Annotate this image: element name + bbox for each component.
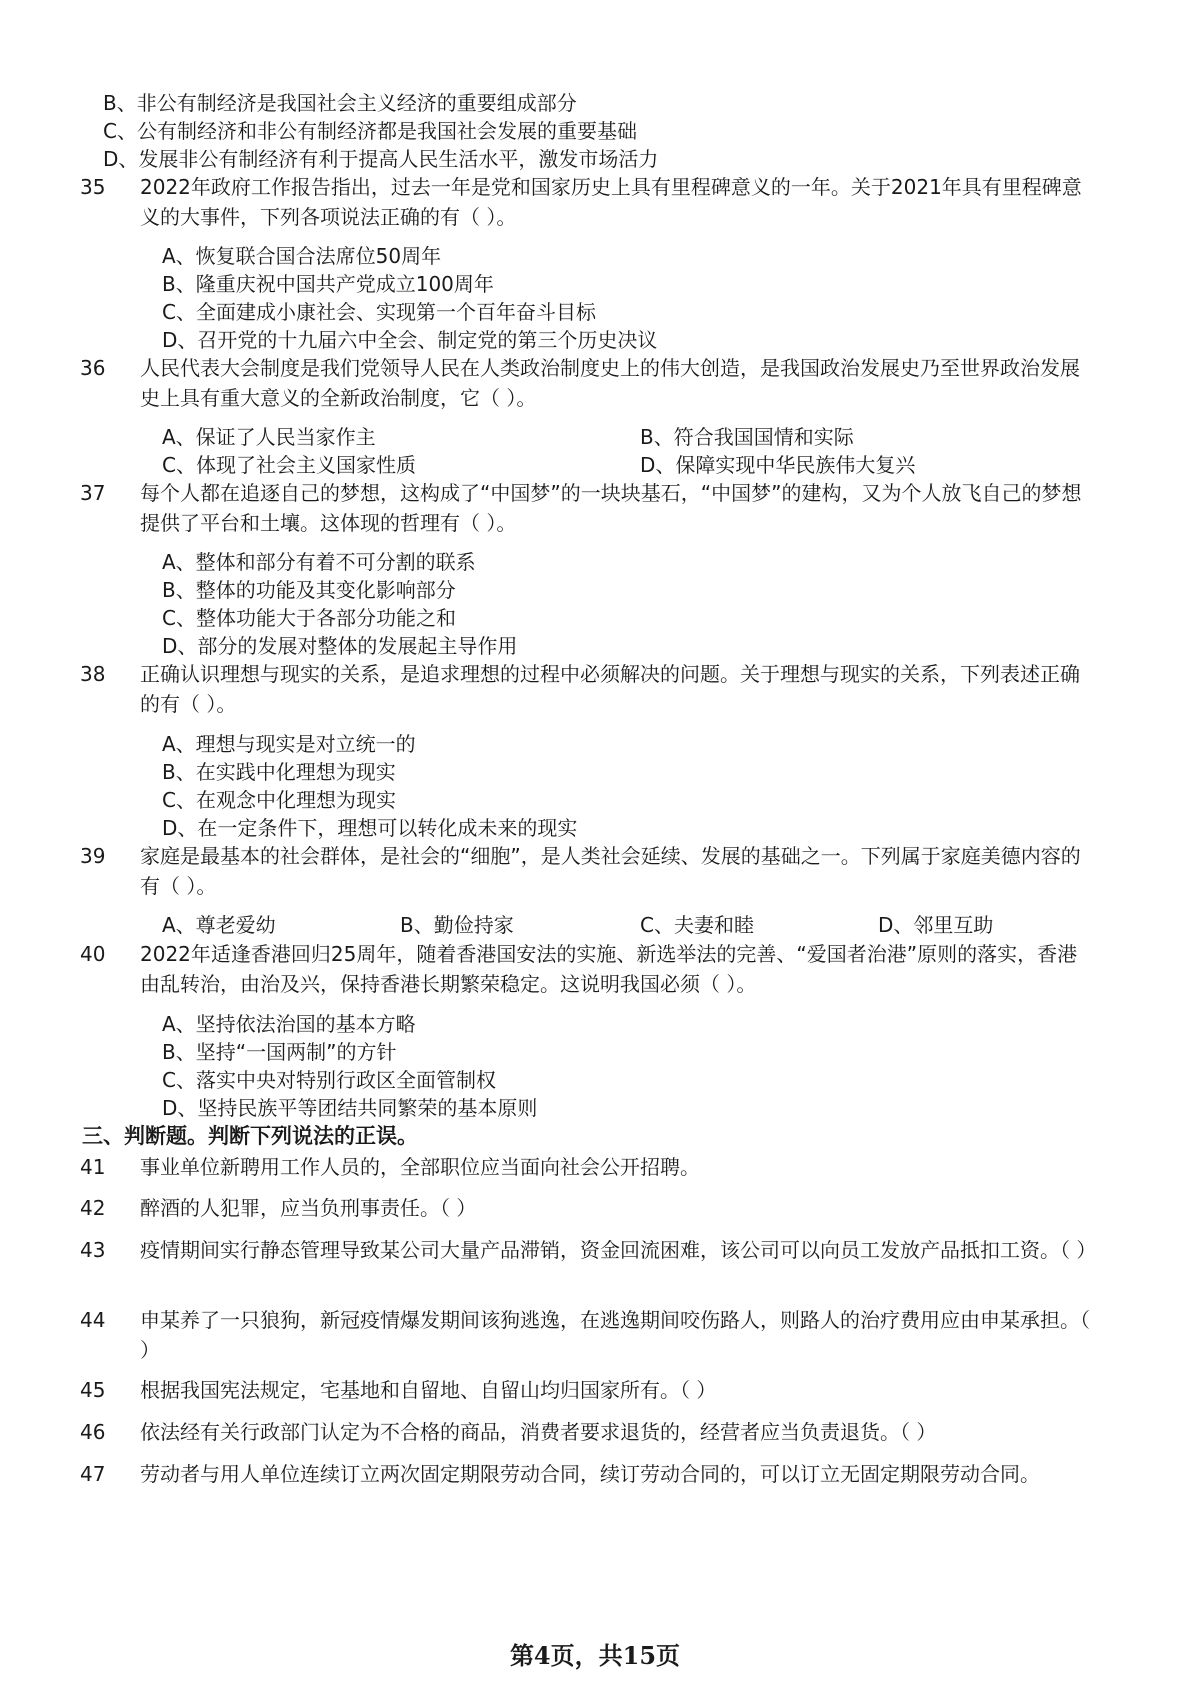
question-text: 依法经有关行政部门认定为不合格的商品，消费者要求退货的，经营者应当负责退货。（ ）	[140, 1420, 937, 1444]
option-c: C、整体功能大于各部分功能之和	[162, 606, 456, 630]
question-text: 人民代表大会制度是我们党领导人民在人类政治制度史上的伟大创造，是我国政治发展史乃至世界政治发展史上具有重大意义的全新政治制度，它（ ）。	[140, 356, 1080, 410]
option-c: C、在观念中化理想为现实	[162, 788, 396, 812]
question-number: 43	[80, 1238, 106, 1262]
question-text: 根据我国宪法规定，宅基地和自留地、自留山均归国家所有。（ ）	[140, 1378, 717, 1402]
option-a: A、整体和部分有着不可分割的联系	[162, 550, 476, 574]
question-number: 37	[80, 481, 106, 505]
question-text: 每个人都在追逐自己的梦想，这构成了“中国梦”的一块块基石，“中国梦”的建构，又为个人放飞自己的梦想提供了平台和土壤。这体现的哲理有（ ）。	[140, 481, 1082, 535]
option-b: B、非公有制经济是我国社会主义经济的重要组成部分	[103, 91, 577, 115]
question-number: 40	[80, 942, 106, 966]
question-text: 劳动者与用人单位连续订立两次固定期限劳动合同，续订劳动合同的，可以订立无固定期限劳动合同。	[140, 1462, 1040, 1486]
option-b: B、勤俭持家	[400, 913, 514, 937]
option-b: B、在实践中化理想为现实	[162, 760, 396, 784]
option-d: D、发展非公有制经济有利于提高人民生活水平，激发市场活力	[103, 147, 659, 171]
question-number: 45	[80, 1378, 106, 1402]
option-a: A、恢复联合国合法席位50周年	[162, 244, 442, 268]
option-a: A、理想与现实是对立统一的	[162, 732, 416, 756]
question-number: 41	[80, 1155, 106, 1179]
question-number: 35	[80, 175, 106, 199]
option-d: D、部分的发展对整体的发展起主导作用	[162, 634, 518, 658]
question-text: 2022年政府工作报告指出，过去一年是党和国家历史上具有里程碑意义的一年。关于2021年具有里程碑意义的大事件，下列各项说法正确的有（ ）。	[140, 175, 1082, 229]
option-c: C、落实中央对特别行政区全面管制权	[162, 1068, 496, 1092]
question-number: 42	[80, 1196, 106, 1220]
option-b: B、坚持“一国两制”的方针	[162, 1040, 397, 1064]
question-text: 申某养了一只狼狗，新冠疫情爆发期间该狗逃逸，在逃逸期间咬伤路人，则路人的治疗费用应由申某承担。（ ）	[140, 1308, 1090, 1362]
option-c: C、夫妻和睦	[640, 913, 754, 937]
option-b: B、整体的功能及其变化影响部分	[162, 578, 456, 602]
option-b: B、符合我国国情和实际	[640, 425, 854, 449]
question-number: 46	[80, 1420, 106, 1444]
option-a: A、尊老爱幼	[162, 913, 276, 937]
question-text: 2022年适逢香港回归25周年，随着香港国安法的实施、新选举法的完善、“爱国者治港”原则的落实，香港由乱转治，由治及兴，保持香港长期繁荣稳定。这说明我国必须（ ）。	[140, 942, 1078, 996]
option-a: A、坚持依法治国的基本方略	[162, 1012, 416, 1036]
question-text: 疫情期间实行静态管理导致某公司大量产品滞销，资金回流困难，该公司可以向员工发放产品抵扣工资。（ ）	[140, 1238, 1097, 1262]
option-c: C、体现了社会主义国家性质	[162, 453, 416, 477]
question-number: 36	[80, 356, 106, 380]
option-d: D、保障实现中华民族伟大复兴	[640, 453, 916, 477]
option-d: D、在一定条件下，理想可以转化成未来的现实	[162, 816, 578, 840]
option-d: D、召开党的十九届六中全会、制定党的第三个历史决议	[162, 328, 658, 352]
question-number: 38	[80, 662, 106, 686]
question-number: 47	[80, 1462, 106, 1486]
question-number: 39	[80, 844, 106, 868]
question-text: 事业单位新聘用工作人员的，全部职位应当面向社会公开招聘。	[140, 1155, 700, 1179]
question-number: 44	[80, 1308, 106, 1332]
option-a: A、保证了人民当家作主	[162, 425, 376, 449]
page-footer: 第4页，共15页	[509, 1641, 681, 1670]
option-c: C、公有制经济和非公有制经济都是我国社会发展的重要基础	[103, 119, 637, 143]
option-b: B、隆重庆祝中国共产党成立100周年	[162, 272, 494, 296]
question-text: 家庭是最基本的社会群体，是社会的“细胞”，是人类社会延续、发展的基础之一。下列属于家庭美德内容的有（ ）。	[140, 844, 1081, 898]
option-d: D、坚持民族平等团结共同繁荣的基本原则	[162, 1096, 538, 1120]
section-title: 三、判断题。判断下列说法的正误。	[82, 1124, 418, 1148]
option-c: C、全面建成小康社会、实现第一个百年奋斗目标	[162, 300, 596, 324]
option-d: D、邻里互助	[878, 913, 994, 937]
question-text: 正确认识理想与现实的关系，是追求理想的过程中必须解决的问题。关于理想与现实的关系，下列表述正确的有（ ）。	[140, 662, 1080, 716]
question-text: 醉酒的人犯罪，应当负刑事责任。（ ）	[140, 1196, 477, 1220]
